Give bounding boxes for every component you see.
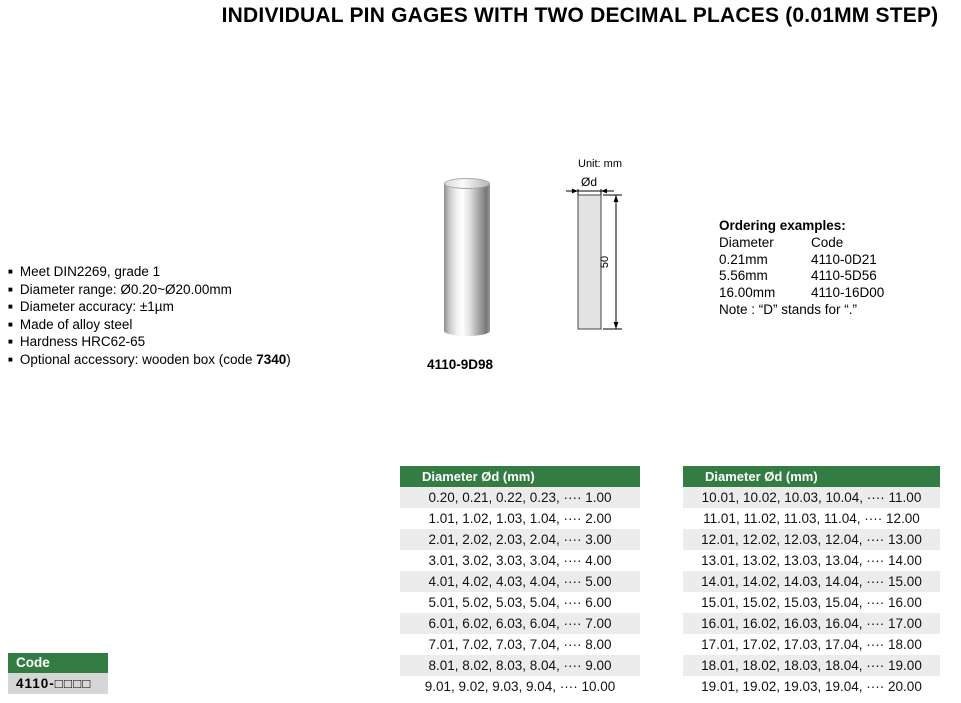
- diameter-dimension-label: Ød: [580, 175, 598, 189]
- feature-item: [8, 298, 291, 316]
- bullet-icon: ■: [8, 319, 13, 329]
- unit-label: Unit: mm: [578, 158, 622, 170]
- table-header: Diameter Ød (mm): [400, 466, 640, 487]
- table-row: 18.01, 18.02, 18.03, 18.04, ···· 19.00: [683, 655, 940, 676]
- table-row: 12.01, 12.02, 12.03, 12.04, ···· 13.00: [683, 529, 940, 550]
- table-row: 8.01, 8.02, 8.03, 8.04, ···· 9.00: [400, 655, 640, 676]
- ordering-code: 4110-16D00: [811, 285, 885, 301]
- feature-text: Meet DIN2269, grade 1: [19, 264, 161, 279]
- feature-text: Optional accessory: wooden box (code 7340): [19, 351, 291, 367]
- bullet-icon: ■: [8, 302, 13, 311]
- product-code-label: 4110-9D98: [427, 357, 494, 372]
- feature-text: Diameter accuracy: ±1µm: [19, 299, 174, 314]
- table-row: 9.01, 9.02, 9.03, 9.04, ···· 10.00: [424, 679, 616, 694]
- bullet-icon: ■: [8, 267, 13, 276]
- feature-item: [8, 316, 291, 334]
- ordering-note: Note : “D” stands for “.”: [719, 301, 858, 317]
- ordering-code: 4110-5D56: [811, 268, 877, 284]
- ordering-diameter: 0.21mm: [719, 251, 768, 267]
- ordering-title: Ordering examples:: [719, 218, 846, 233]
- diameter-table-left: [400, 466, 640, 697]
- arrow-icon: [601, 189, 607, 194]
- length-dimension-label: 50: [599, 255, 611, 269]
- feature-item: [8, 263, 291, 281]
- ordering-col-diameter: Diameter: [719, 234, 774, 250]
- ordering-row: [719, 285, 884, 302]
- ordering-diameter: 5.56mm: [719, 268, 768, 284]
- pin-gage-photo: [444, 178, 490, 340]
- ordering-col-code: Code: [811, 234, 844, 250]
- feature-text: Made of alloy steel: [19, 316, 133, 332]
- ordering-diameter: 16.00mm: [719, 285, 776, 301]
- feature-list: [8, 263, 291, 368]
- table-row: 16.01, 16.02, 16.03, 16.04, ···· 17.00: [683, 613, 940, 634]
- table-row: 1.01, 1.02, 1.03, 1.04, ···· 2.00: [428, 511, 612, 526]
- feature-text: Diameter range: Ø0.20~Ø20.00mm: [19, 281, 232, 297]
- table-header: Diameter Ød (mm): [683, 466, 940, 487]
- page-title: INDIVIDUAL PIN GAGES WITH TWO DECIMAL PLACES (0.01MM STEP): [221, 4, 939, 27]
- ordering-code: 4110-0D21: [811, 251, 877, 267]
- arrow-icon: [572, 189, 578, 194]
- ordering-examples: [719, 218, 884, 319]
- table-row: 0.20, 0.21, 0.22, 0.23, ···· 1.00: [400, 487, 640, 508]
- accessory-code: 7340: [256, 351, 287, 367]
- bullet-icon: ■: [8, 337, 13, 346]
- feature-item: [8, 351, 291, 369]
- code-header: Code: [8, 653, 108, 673]
- pin-side-view: [578, 195, 601, 329]
- bullet-icon: ■: [8, 354, 13, 364]
- ordering-header-row: [719, 235, 884, 252]
- code-value: 4110-□□□□: [8, 673, 108, 694]
- table-row: 6.01, 6.02, 6.03, 6.04, ···· 7.00: [400, 613, 640, 634]
- ordering-row: [719, 268, 884, 285]
- table-row: 17.01, 17.02, 17.03, 17.04, ···· 18.00: [701, 637, 922, 652]
- code-block: [8, 653, 108, 694]
- table-row: 7.01, 7.02, 7.03, 7.04, ···· 8.00: [428, 637, 612, 652]
- feature-item: [8, 281, 291, 299]
- bullet-icon: ■: [8, 284, 13, 294]
- technical-drawing: [558, 156, 643, 346]
- pin-gage-top: [444, 178, 490, 189]
- table-row: 4.01, 4.02, 4.03, 4.04, ···· 5.00: [400, 571, 640, 592]
- arrow-icon: [614, 195, 619, 202]
- table-row: 11.01, 11.02, 11.03, 11.04, ···· 12.00: [703, 511, 920, 526]
- arrow-icon: [614, 322, 619, 329]
- table-row: 14.01, 14.02, 14.03, 14.04, ···· 15.00: [683, 571, 940, 592]
- table-row: 2.01, 2.02, 2.03, 2.04, ···· 3.00: [400, 529, 640, 550]
- ordering-row: [719, 252, 884, 269]
- pin-gage-body: [444, 183, 490, 336]
- feature-text: Hardness HRC62-65: [19, 334, 146, 349]
- diameter-table-right: [683, 466, 940, 697]
- table-row: 3.01, 3.02, 3.03, 3.04, ···· 4.00: [428, 553, 612, 568]
- table-row: 13.01, 13.02, 13.03, 13.04, ···· 14.00: [701, 553, 922, 568]
- table-row: 15.01, 15.02, 15.03, 15.04, ···· 16.00: [701, 595, 922, 610]
- table-row: 19.01, 19.02, 19.03, 19.04, ···· 20.00: [701, 679, 922, 694]
- table-row: 10.01, 10.02, 10.03, 10.04, ···· 11.00: [683, 487, 940, 508]
- feature-item: [8, 333, 291, 351]
- table-row: 5.01, 5.02, 5.03, 5.04, ···· 6.00: [428, 595, 612, 610]
